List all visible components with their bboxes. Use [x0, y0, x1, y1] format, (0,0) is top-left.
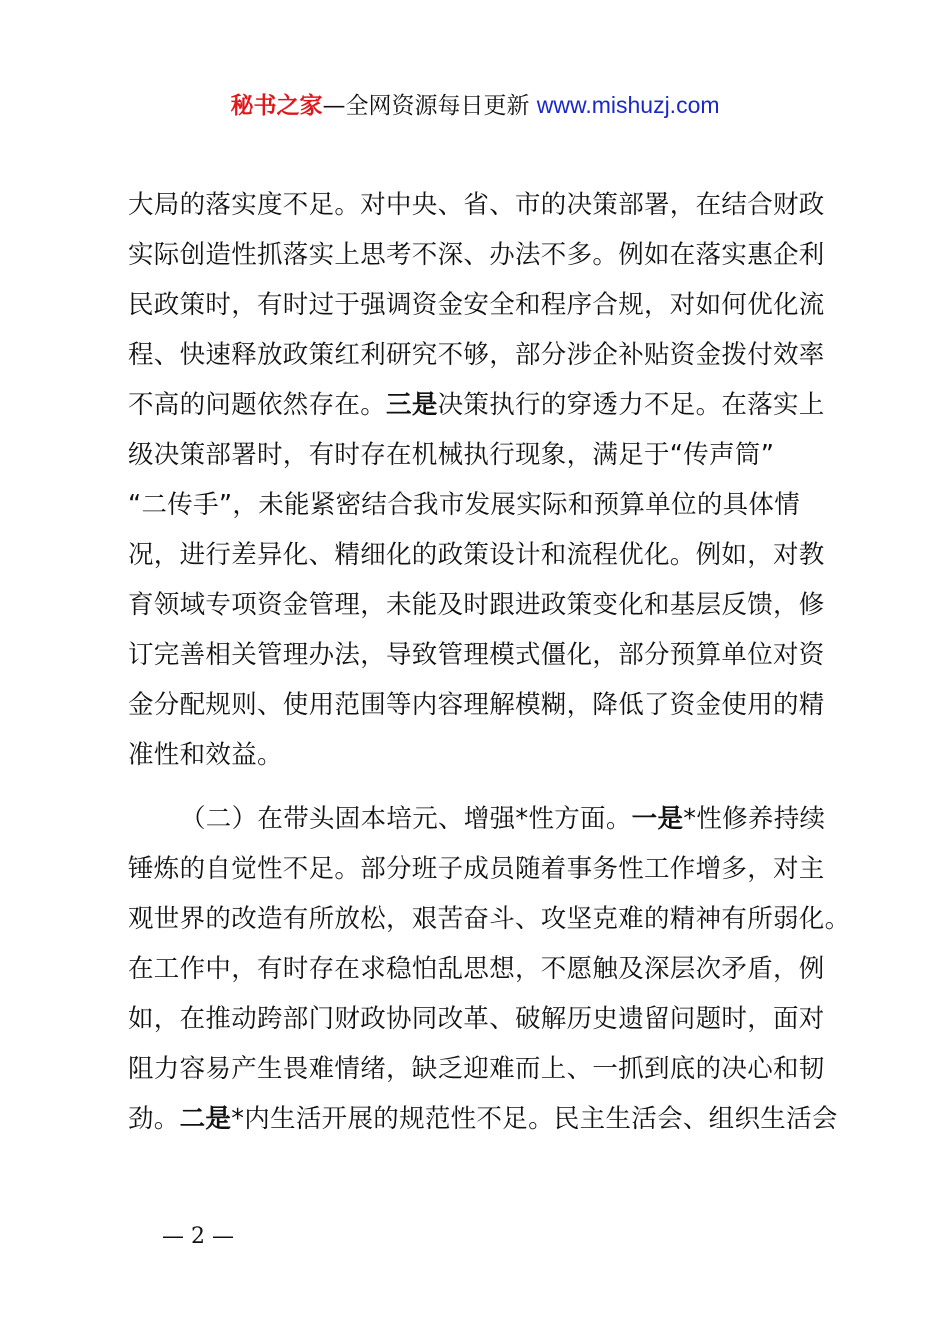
text-line: 实际创造性抓落实上思考不深、办法不多。例如在落实惠企利: [128, 240, 825, 270]
text-line: 大局的落实度不足。对中央、省、市的决策部署，在结合财政: [128, 190, 825, 220]
text-line: 程、快速释放政策红利研究不够，部分涉企补贴资金拨付效率: [128, 340, 825, 370]
text-line: 不高的问题依然存在。三是决策执行的穿透力不足。在落实上: [128, 390, 825, 420]
text-line: 育领域专项资金管理，未能及时跟进政策变化和基层反馈，修: [128, 590, 825, 620]
text-line: 观世界的改造有所放松，艰苦奋斗、攻坚克难的精神有所弱化。: [128, 904, 851, 934]
bold-marker: 三是: [386, 390, 438, 420]
text-line: 劲。二是*内生活开展的规范性不足。民主生活会、组织生活会: [128, 1104, 838, 1134]
text-line: 如，在推动跨部门财政协同改革、破解历史遗留问题时，面对: [128, 1004, 825, 1034]
site-header: [0, 88, 950, 123]
bold-marker: 二是: [179, 1104, 232, 1134]
text-line: “二传手”，未能紧密结合我市发展实际和预算单位的具体情: [128, 490, 801, 520]
document-body: [128, 180, 851, 1144]
text-line: 在工作中，有时存在求稳怕乱思想，不愿触及深层次矛盾，例: [128, 954, 825, 984]
brand-name: 秘书之家: [230, 93, 323, 119]
text-line: 金分配规则、使用范围等内容理解模糊，降低了资金使用的精: [128, 690, 825, 720]
bold-marker: 一是: [631, 804, 684, 834]
text-line: 订完善相关管理办法，导致管理模式僵化，部分预算单位对资: [128, 640, 825, 670]
page-number: — 2 —: [162, 1224, 234, 1249]
text-line: （二）在带头固本培元、增强*性方面。一是*性修养持续: [180, 804, 826, 834]
text-line: 准性和效益。: [128, 740, 283, 770]
text-line: 级决策部署时，有时存在机械执行现象，满足于“传声筒”: [128, 440, 775, 470]
text-line: 锤炼的自觉性不足。部分班子成员随着事务性工作增多，对主: [128, 854, 825, 884]
text-line: 况，进行差异化、精细化的政策设计和流程优化。例如，对教: [128, 540, 825, 570]
paragraph-gap: [128, 780, 838, 794]
text-line: 民政策时，有时过于强调资金安全和程序合规，对如何优化流: [128, 290, 825, 320]
site-url-link[interactable]: www.mishuzj.com: [536, 92, 720, 118]
paragraph-2: [128, 794, 851, 1144]
paragraph-1: [128, 180, 838, 780]
header-tagline: —全网资源每日更新: [322, 93, 530, 119]
text-line: 阻力容易产生畏难情绪，缺乏迎难而上、一抓到底的决心和韧: [128, 1054, 825, 1084]
